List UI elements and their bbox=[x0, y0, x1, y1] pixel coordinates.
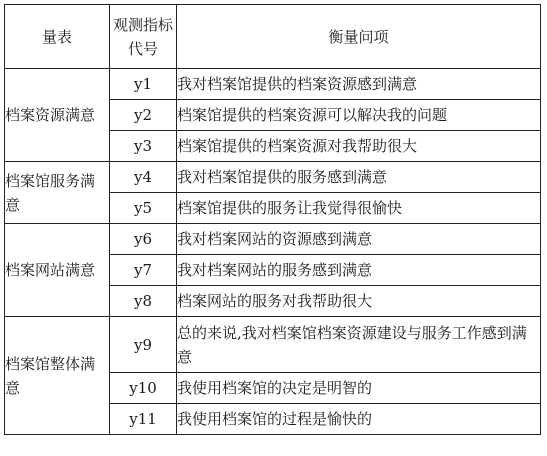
indicator-code: y2 bbox=[110, 100, 177, 131]
indicator-code: y4 bbox=[110, 162, 177, 193]
question-item: 我对档案网站的服务感到满意 bbox=[177, 255, 541, 286]
indicator-code: y7 bbox=[110, 255, 177, 286]
table-header-row bbox=[5, 5, 541, 69]
question-item: 档案馆提供的档案资源对我帮助很大 bbox=[177, 131, 541, 162]
question-item: 我对档案馆提供的档案资源感到满意 bbox=[177, 69, 541, 100]
scale-name: 档案网站满意 bbox=[5, 224, 110, 317]
table-row bbox=[5, 224, 541, 255]
measurement-scale-table bbox=[4, 4, 541, 435]
question-item: 我对档案网站的资源感到满意 bbox=[177, 224, 541, 255]
table-row bbox=[5, 162, 541, 193]
question-item: 档案网站的服务对我帮助很大 bbox=[177, 286, 541, 317]
indicator-code: y10 bbox=[110, 373, 177, 404]
scale-name: 档案馆服务满意 bbox=[5, 162, 110, 224]
table-row bbox=[5, 317, 541, 373]
indicator-code: y11 bbox=[110, 404, 177, 435]
question-item: 我使用档案馆的过程是愉快的 bbox=[177, 404, 541, 435]
question-item: 我使用档案馆的决定是明智的 bbox=[177, 373, 541, 404]
indicator-code: y8 bbox=[110, 286, 177, 317]
header-item: 衡量问项 bbox=[177, 5, 541, 69]
header-scale: 量表 bbox=[5, 5, 110, 69]
indicator-code: y5 bbox=[110, 193, 177, 224]
indicator-code: y1 bbox=[110, 69, 177, 100]
indicator-code: y6 bbox=[110, 224, 177, 255]
question-item: 总的来说,我对档案馆档案资源建设与服务工作感到满意 bbox=[177, 317, 541, 373]
indicator-code: y3 bbox=[110, 131, 177, 162]
scale-name: 档案馆整体满意 bbox=[5, 317, 110, 435]
question-item: 我对档案馆提供的服务感到满意 bbox=[177, 162, 541, 193]
question-item: 档案馆提供的服务让我觉得很愉快 bbox=[177, 193, 541, 224]
indicator-code: y9 bbox=[110, 317, 177, 373]
header-code: 观测指标代号 bbox=[110, 5, 177, 69]
scale-name: 档案资源满意 bbox=[5, 69, 110, 162]
question-item: 档案馆提供的档案资源可以解决我的问题 bbox=[177, 100, 541, 131]
table-row bbox=[5, 69, 541, 100]
